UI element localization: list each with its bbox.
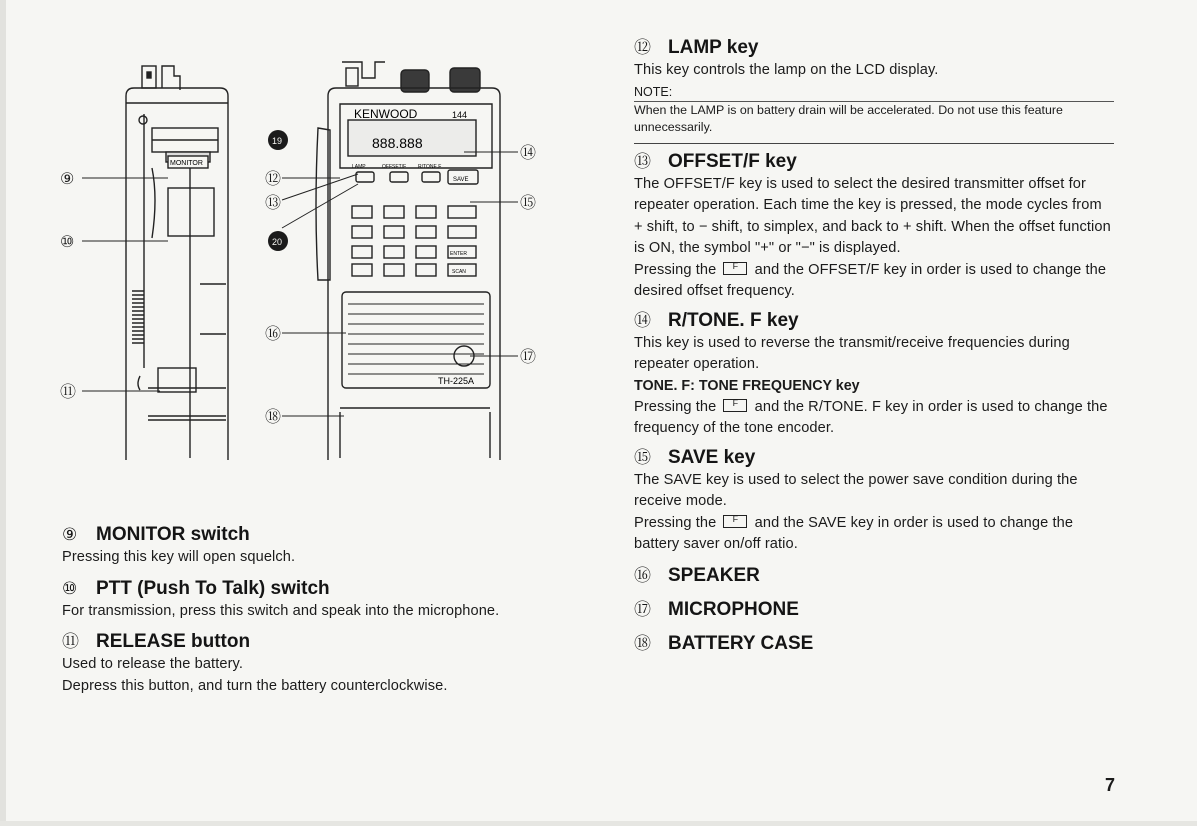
keypad-drawing: [352, 206, 476, 276]
callout-20: 20: [272, 237, 283, 247]
save-label: SAVE: [453, 177, 469, 183]
item-number: ⑭: [634, 310, 651, 330]
item-number: ⑪: [62, 632, 79, 651]
ptt-switch-section: [62, 577, 552, 623]
right-column: [634, 36, 1114, 656]
callout-14: ⑭: [520, 145, 537, 162]
note-label: NOTE:: [634, 84, 1114, 102]
item-title: SPEAKER: [668, 564, 760, 586]
callout-13: ⑬: [265, 195, 282, 212]
f-key-label: F: [732, 513, 739, 524]
page-number: 7: [1105, 775, 1116, 795]
item-number: ⑮: [634, 447, 651, 467]
item-number: ⑯: [634, 565, 651, 585]
lamp-label: LAMP: [352, 164, 366, 170]
item-number: ⑬: [634, 151, 651, 171]
item-title: RELEASE button: [96, 631, 251, 652]
item-title: SAVE key: [668, 446, 756, 468]
rtone-label: R/TONE.F: [418, 164, 442, 170]
offset-key-heading: [634, 150, 1114, 174]
offset-label: OFFSET/F: [382, 164, 407, 170]
item-title: MONITOR switch: [96, 524, 250, 545]
note-text: When the LAMP is on battery drain will be accelerated. Do not use this feature unnecessarily.: [634, 102, 1114, 144]
item-number: ⑨: [62, 525, 78, 544]
f-key-icon: [723, 399, 747, 412]
rtone-key-heading: [634, 309, 1114, 333]
callout-15: ⑮: [520, 195, 537, 212]
rtone-key-text-2: [634, 397, 1114, 440]
item-number: ⑩: [62, 578, 78, 598]
scan-label: SCAN: [452, 269, 466, 275]
microphone-heading: [634, 598, 1114, 622]
transceiver-illustration: [40, 48, 560, 478]
release-button-heading: [62, 630, 552, 654]
text-part: Pressing the: [634, 398, 717, 415]
item-title: BATTERY CASE: [668, 632, 814, 654]
f-key-icon: [723, 515, 747, 528]
left-column: [62, 523, 552, 697]
rtone-key-text: This key is used to reverse the transmit/receive frequencies during repeater operation.: [634, 334, 1070, 372]
item-number: ⑱: [634, 633, 651, 653]
callout-16: ⑯: [265, 326, 282, 343]
lcd-readout: 888.888: [372, 135, 423, 151]
callout-17: ⑰: [520, 349, 537, 366]
item-title: R/TONE. F key: [668, 309, 799, 331]
side-view: [126, 66, 228, 458]
lamp-key-section: [634, 36, 1114, 144]
save-key-text: The SAVE key is used to select the power save condition during the receive mode.: [634, 471, 1078, 509]
item-title: LAMP key: [668, 37, 759, 58]
callout-18: ⑱: [265, 409, 282, 426]
text-part: Pressing the: [634, 261, 717, 278]
release-button-text-1: Used to release the battery.: [62, 656, 243, 672]
page-edge-bottom: [0, 821, 1197, 826]
offset-key-text: The OFFSET/F key is used to select the desired transmitter offset for repeater operation. Each time the key is pressed, the mode cycles from + shift, to − shift, to simplex, and back to + shift. When the offset function is ON, the symbol "+" or "−" is displayed.: [634, 175, 1111, 256]
front-view: [316, 62, 500, 458]
save-key-text-2: [634, 513, 1114, 556]
text-part: Pressing the: [634, 514, 717, 531]
callout-10: ⑩: [60, 234, 75, 251]
battery-case-heading: [634, 632, 1114, 656]
item-number: ⑰: [634, 599, 651, 619]
speaker-heading: [634, 564, 1114, 588]
page-edge-left: [0, 0, 6, 826]
item-title: PTT (Push To Talk) switch: [96, 577, 330, 599]
f-key-label: F: [732, 397, 739, 408]
lamp-key-text: This key controls the lamp on the LCD display.: [634, 62, 939, 78]
text-part: and the R/TONE. F key in order is used to change the frequency of the tone encoder.: [634, 398, 1108, 436]
tone-frequency-subhead: TONE. F: TONE FREQUENCY key: [634, 377, 860, 394]
rtone-key-section: [634, 309, 1114, 440]
text-part: and the OFFSET/F key in order is used to change the desired offset frequency.: [634, 261, 1107, 299]
callout-11: ⑪: [60, 384, 77, 401]
band-label: 144: [452, 110, 468, 120]
model-label: TH-225A: [438, 376, 475, 386]
ptt-switch-heading: [62, 577, 552, 601]
enter-label: ENTER: [450, 251, 467, 257]
ptt-switch-text: For transmission, press this switch and speak into the microphone.: [62, 602, 500, 619]
release-button-text-2: Depress this button, and turn the battery counterclockwise.: [62, 677, 448, 694]
lamp-key-heading: [634, 36, 1114, 60]
item-title: OFFSET/F key: [668, 150, 797, 172]
item-number: ⑫: [634, 38, 651, 57]
save-key-heading: [634, 446, 1114, 470]
monitor-switch-heading: [62, 523, 552, 547]
callout-19: 19: [272, 136, 283, 146]
text-part: and the SAVE key in order is used to change the battery saver on/off ratio.: [634, 514, 1074, 552]
f-key-icon: [723, 262, 747, 275]
offset-key-text-2: [634, 260, 1114, 303]
save-key-section: [634, 446, 1114, 556]
monitor-switch-section: [62, 523, 552, 569]
transceiver-drawing: [40, 48, 560, 478]
monitor-switch-text: Pressing this key will open squelch.: [62, 549, 296, 565]
callout-9: ⑨: [60, 171, 75, 188]
f-key-label: F: [732, 260, 739, 271]
release-button-section: [62, 630, 552, 697]
monitor-label: MONITOR: [170, 160, 203, 167]
brand-label: KENWOOD: [354, 107, 418, 121]
item-title: MICROPHONE: [668, 598, 799, 620]
offset-key-section: [634, 150, 1114, 303]
callout-12: ⑫: [265, 171, 282, 188]
